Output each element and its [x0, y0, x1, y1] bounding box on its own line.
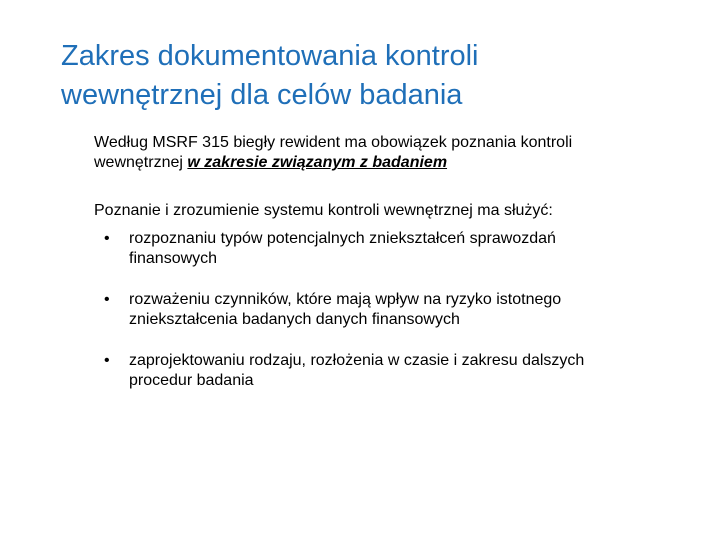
- paragraph-msrf-emphasis: w zakresie związanym z badaniem: [187, 154, 448, 171]
- list-item-text: [129, 229, 684, 269]
- list-item-text: [129, 351, 684, 391]
- slide-title-line-1: Zakres dokumentowania kontroli: [61, 40, 479, 72]
- slide-title-line-2: wewnętrznej dla celów badania: [61, 79, 463, 111]
- slide-body: [94, 133, 684, 391]
- list-item: [94, 229, 684, 269]
- list-item-line-2: zniekształcenia badanych danych finansowych: [129, 311, 460, 328]
- paragraph-msrf: [94, 133, 684, 173]
- paragraph-msrf-line-2: [94, 153, 684, 173]
- bullet-icon: •: [104, 352, 110, 369]
- bullet-icon: •: [104, 230, 110, 247]
- list-item-line-1: rozważeniu czynników, które mają wpływ na ryzyko istotnego: [129, 291, 562, 308]
- bullet-icon: •: [104, 291, 110, 308]
- list-item: [94, 290, 684, 330]
- list-item-text: [129, 290, 684, 330]
- bullet-list: [94, 229, 684, 391]
- list-item-line-2: procedur badania: [129, 372, 254, 389]
- paragraph-purpose: Poznanie i zrozumienie systemu kontroli wewnętrznej ma służyć:: [94, 202, 553, 219]
- list-item: [94, 351, 684, 391]
- slide-title: [61, 37, 681, 115]
- paragraph-msrf-plain: wewnętrznej: [94, 154, 188, 171]
- paragraph-msrf-line-1: Według MSRF 315 biegły rewident ma obowiązek poznania kontroli: [94, 134, 573, 151]
- list-item-line-1: zaprojektowaniu rodzaju, rozłożenia w czasie i zakresu dalszych: [129, 352, 585, 369]
- list-item-line-1: rozpoznaniu typów potencjalnych zniekształceń sprawozdań: [129, 230, 556, 247]
- list-item-line-2: finansowych: [129, 250, 218, 267]
